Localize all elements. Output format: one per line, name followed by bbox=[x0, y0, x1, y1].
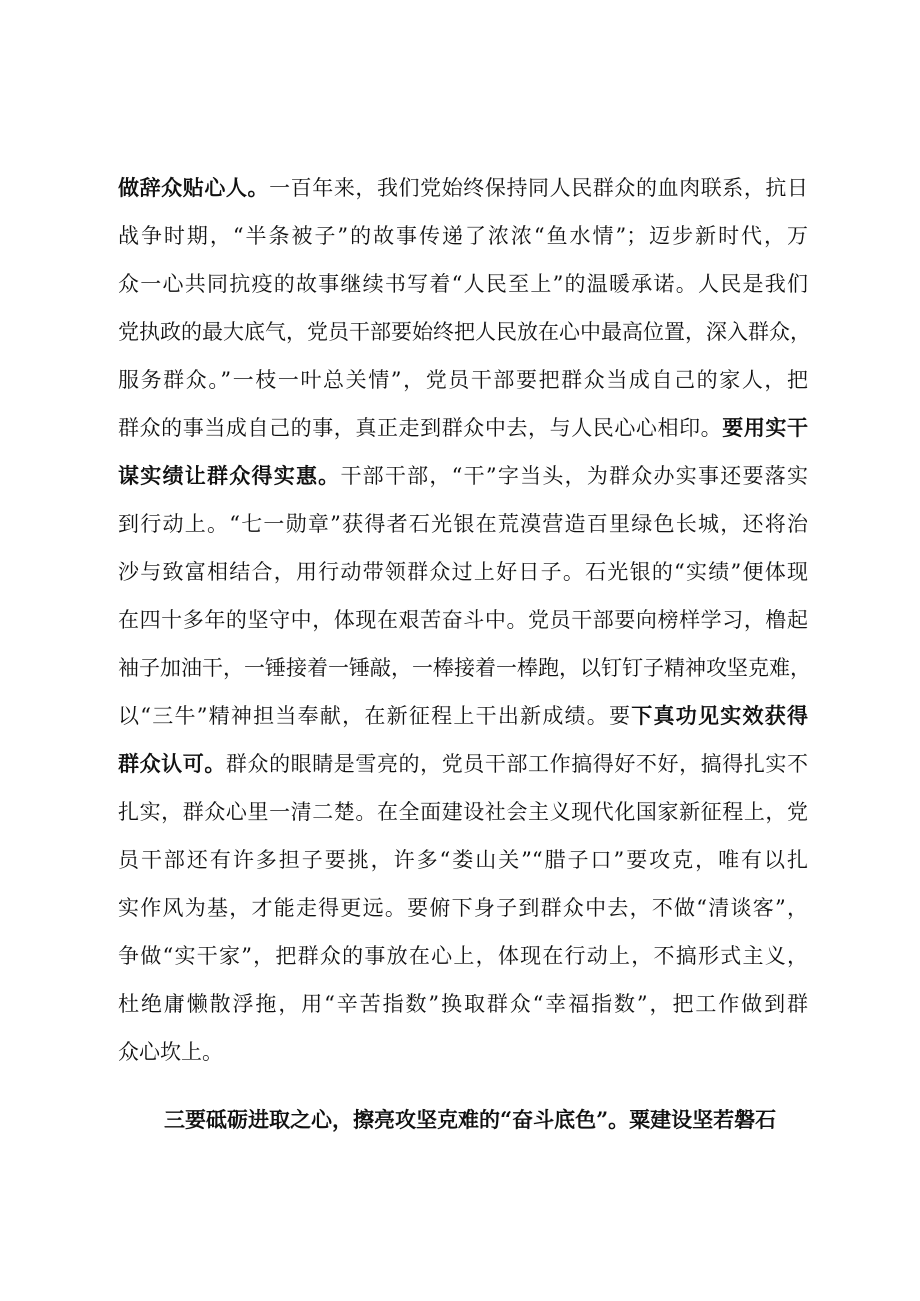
text-run: 群众的眼睛是雪亮的，党员干部工作搞得好不好，搞得扎实不 bbox=[225, 752, 809, 776]
text-run: 一百年来，我们党始终保持同人民群众的血肉联系，抗日 bbox=[269, 176, 809, 200]
text-line bbox=[118, 212, 808, 260]
text-line bbox=[118, 404, 808, 452]
bold-text-run: 要用实干 bbox=[722, 415, 809, 440]
text-line bbox=[118, 932, 808, 980]
bold-text-run: 做辞众贴心人。 bbox=[118, 175, 270, 200]
bold-text-run: 谋实绩让群众得实惠。 bbox=[118, 463, 341, 488]
text-line bbox=[118, 164, 808, 212]
text-line bbox=[118, 260, 808, 308]
text-run: 以“三牛”精神担当奉献，在新征程上干出新成绩。要 bbox=[118, 704, 632, 728]
text-line bbox=[118, 548, 808, 596]
paragraph-2 bbox=[118, 1096, 808, 1144]
text-line bbox=[118, 1096, 808, 1144]
text-run: 服务群众。”一枝一叶总关情”，党员干部要把群众当成自己的家人，把 bbox=[118, 368, 808, 392]
text-line bbox=[118, 500, 808, 548]
text-run: 众一心共同抗疫的故事继续书写着“人民至上”的温暖承诺。人民是我们 bbox=[118, 272, 808, 296]
text-run: 杜绝庸懒散浮拖，用“辛苦指数”换取群众“幸福指数”，把工作做到群 bbox=[118, 992, 808, 1016]
paragraph-1 bbox=[118, 164, 811, 1076]
text-line bbox=[118, 692, 808, 740]
bold-text-run: 下真功见实效获得 bbox=[631, 703, 808, 728]
text-line bbox=[118, 980, 808, 1028]
text-line bbox=[118, 452, 808, 500]
text-run: 沙与致富相结合，用行动带领群众过上好日子。石光银的“实绩”便体现 bbox=[118, 560, 808, 584]
text-line bbox=[118, 740, 808, 788]
text-run: 在四十多年的坚守中，体现在艰苦奋斗中。党员干部要向榜样学习，橹起 bbox=[118, 608, 808, 632]
text-line bbox=[118, 644, 811, 692]
text-line bbox=[118, 596, 808, 644]
text-run: 党执政的最大底气，党员干部要始终把人民放在心中最高位置，深入群众， bbox=[118, 320, 811, 344]
bold-text-run: 三要砥砺进取之心，擦亮攻坚克难的“奋斗底色”。粟建设坚若磐石 bbox=[164, 1107, 777, 1132]
text-run: 到行动上。“七一勋章”获得者石光银在荒漠营造百里绿色长城，还将治 bbox=[118, 512, 808, 536]
text-line bbox=[118, 836, 808, 884]
text-line bbox=[118, 1028, 808, 1076]
text-run: 战争时期，“半条被子”的故事传递了浓浓“鱼水情”；迈步新时代，万 bbox=[118, 224, 808, 248]
text-line bbox=[118, 308, 811, 356]
text-run: 干部干部，“干”字当头，为群众办实事还要落实 bbox=[340, 464, 808, 488]
text-run: 众心坎上。 bbox=[118, 1040, 223, 1064]
text-run: 员干部还有许多担子要挑，许多“娄山关”“腊子口”要攻克，唯有以扎 bbox=[118, 848, 808, 872]
text-line bbox=[118, 884, 808, 932]
text-run: 群众的事当成自己的事，真正走到群众中去，与人民心心相印。 bbox=[118, 416, 723, 440]
text-run: 扎实，群众心里一清二楚。在全面建设社会主义现代化国家新征程上，党 bbox=[118, 800, 808, 824]
text-line bbox=[118, 356, 808, 404]
bold-text-run: 群众认可。 bbox=[118, 751, 226, 776]
text-run: 争做“实干家”，把群众的事放在心上，体现在行动上，不搞形式主义， bbox=[118, 944, 808, 968]
text-run: 袖子加油干，一锤接着一锤敲，一棒接着一棒跑，以钉钉子精神攻坚克难， bbox=[118, 656, 811, 680]
text-run: 实作风为基，才能走得更远。要俯下身子到群众中去，不做“清谈客”， bbox=[118, 896, 808, 920]
paragraph-gap bbox=[118, 1076, 808, 1096]
body-text bbox=[118, 164, 811, 1144]
text-line bbox=[118, 788, 808, 836]
